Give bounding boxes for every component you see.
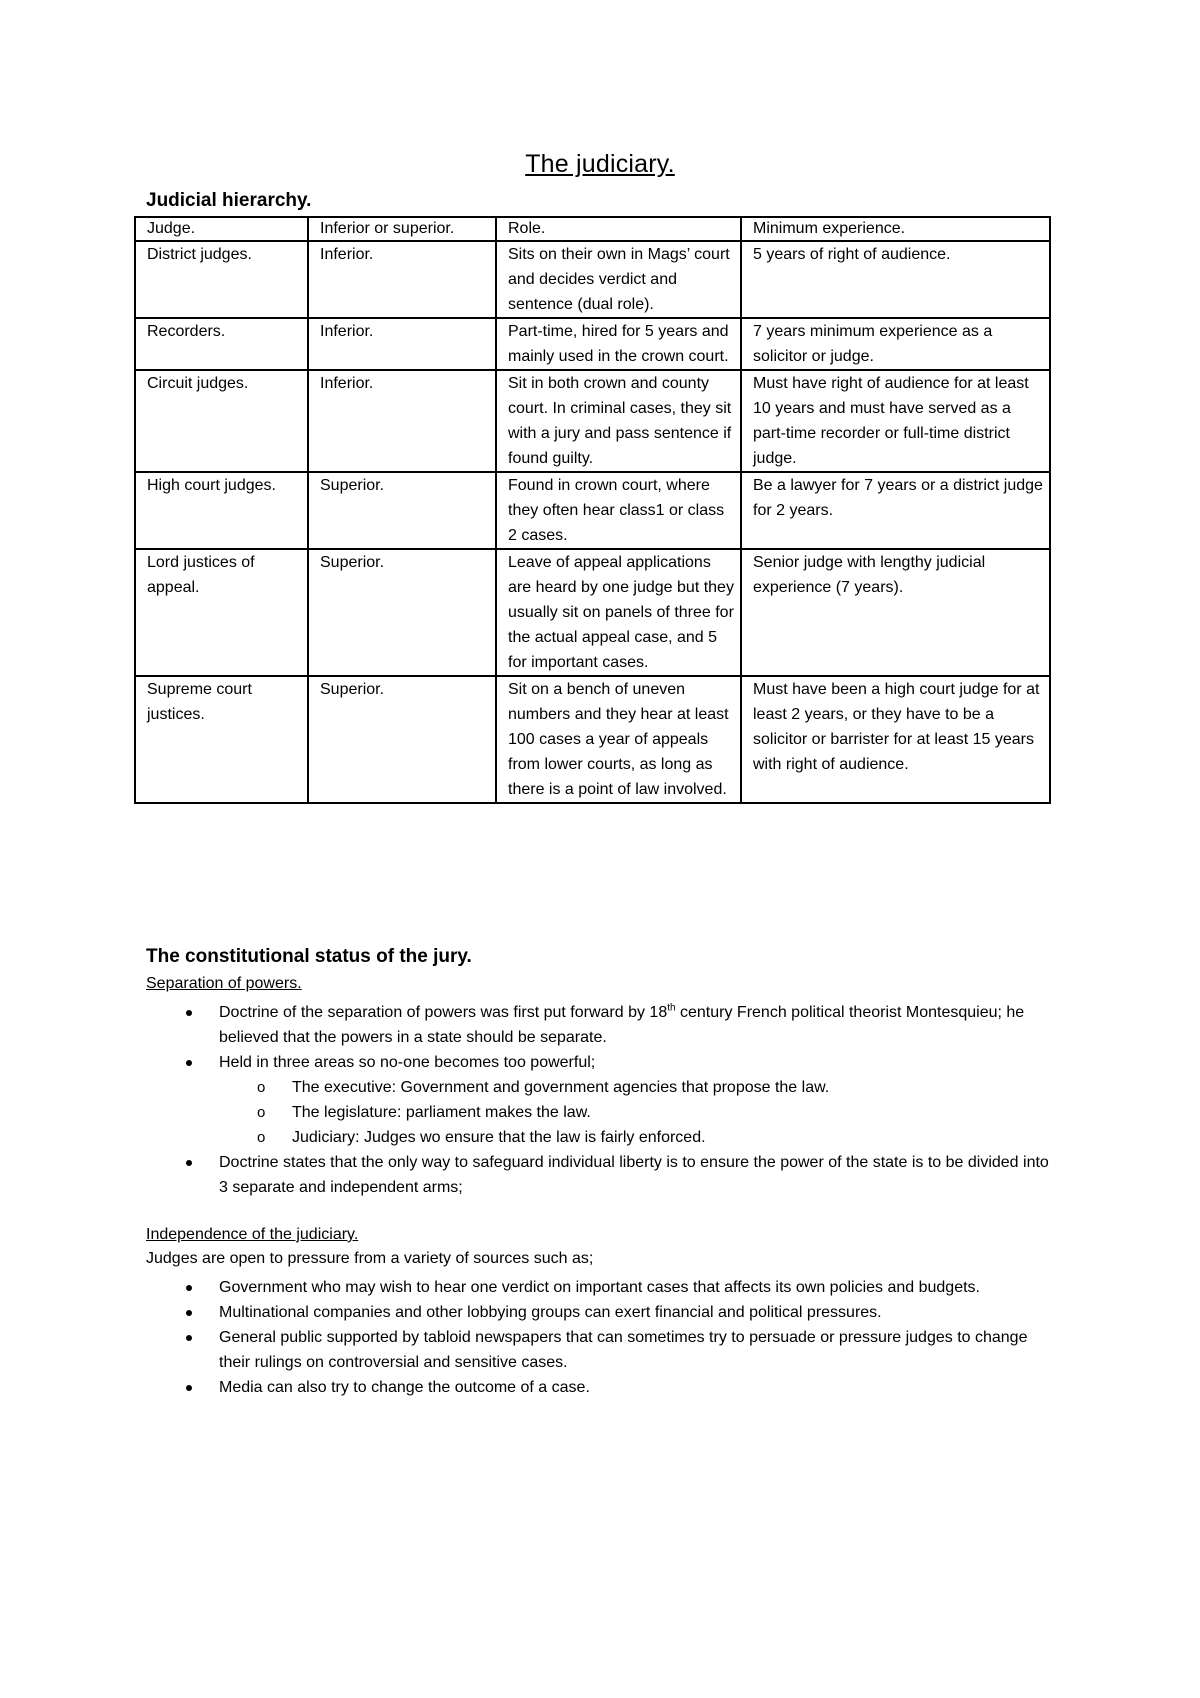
cell-experience: 5 years of right of audience. [741,241,1050,318]
header-judge: Judge. [135,217,308,241]
header-level: Inferior or superior. [308,217,496,241]
sub-list-item [219,1125,1051,1150]
cell-role: Found in crown court, where they often hear class1 or class 2 cases. [496,472,741,549]
sub-point-text: The legislature: parliament makes the law. [292,1104,591,1121]
constitutional-heading: The constitutional status of the jury. [146,946,472,967]
circle-bullet-icon: o [257,1129,266,1146]
document-title: The judiciary. [525,150,675,178]
circle-bullet-icon: o [257,1079,266,1096]
table-row [135,241,1050,318]
point-text: General public supported by tabloid newspapers that can sometimes try to persuade or pressure judges to change their rulings on controversial and sensitive cases. [219,1329,1028,1371]
point-text: Held in three areas so no-one becomes too powerful; [219,1054,596,1071]
cell-judge: Supreme court justices. [135,676,308,803]
separation-of-powers-title: Separation of powers. [146,975,302,992]
table-row [135,676,1050,803]
cell-experience: Must have been a high court judge for at least 2 years, or they have to be a solicitor or barrister for at least 15 years with right of audience. [741,676,1050,803]
superscript-th: th [667,1002,676,1014]
cell-judge: Lord justices of appeal. [135,549,308,676]
header-experience: Minimum experience. [741,217,1050,241]
bullet-dot-icon [186,1010,192,1016]
cell-level: Inferior. [308,370,496,472]
separation-points-list [146,1000,1051,1200]
table-header-row [135,217,1050,241]
bullet-dot-icon [186,1060,192,1066]
cell-level: Superior. [308,676,496,803]
table-row [135,318,1050,370]
bullet-dot-icon [186,1310,192,1316]
table-row [135,549,1050,676]
bullet-dot-icon [186,1160,192,1166]
point-text: Multinational companies and other lobbying groups can exert financial and political pressures. [219,1304,882,1321]
list-item [146,1325,1051,1375]
cell-experience: 7 years minimum experience as a solicitor or judge. [741,318,1050,370]
cell-experience: Must have right of audience for at least 10 years and must have served as a part-time recorder or full-time district judge. [741,370,1050,472]
cell-role: Leave of appeal applications are heard by one judge but they usually sit on panels of three for the actual appeal case, and 5 for important cases. [496,549,741,676]
point-text-part: century French political theorist Montesquieu; he believed that the powers in a state should be separate. [219,1004,1025,1046]
cell-judge: Circuit judges. [135,370,308,472]
list-item [146,1375,1051,1400]
sub-point-text: Judiciary: Judges wo ensure that the law is fairly enforced. [292,1129,706,1146]
pressure-points-list [146,1275,1051,1400]
point-text-part: Doctrine of the separation of powers was first put forward by 18 [219,1004,668,1021]
list-item [146,1275,1051,1300]
cell-role: Sits on their own in Mags’ court and decides verdict and sentence (dual role). [496,241,741,318]
bullet-dot-icon [186,1285,192,1291]
cell-role: Sit on a bench of uneven numbers and they hear at least 100 cases a year of appeals from lower courts, as long as there is a point of law involved. [496,676,741,803]
cell-experience: Be a lawyer for 7 years or a district judge for 2 years. [741,472,1050,549]
cell-role: Part-time, hired for 5 years and mainly used in the crown court. [496,318,741,370]
list-item [146,1050,1051,1150]
cell-level: Superior. [308,549,496,676]
table-row [135,370,1050,472]
header-role: Role. [496,217,741,241]
powers-sublist [219,1075,1051,1150]
pressure-intro: Judges are open to pressure from a variety of sources such as; [146,1250,594,1267]
list-item [146,1000,1051,1050]
cell-judge: Recorders. [135,318,308,370]
point-text: Government who may wish to hear one verdict on important cases that affects its own policies and budgets. [219,1279,980,1296]
cell-experience: Senior judge with lengthy judicial experience (7 years). [741,549,1050,676]
table-row [135,472,1050,549]
cell-judge: High court judges. [135,472,308,549]
independence-title: Independence of the judiciary. [146,1226,359,1243]
point-text: Media can also try to change the outcome of a case. [219,1379,590,1396]
bullet-dot-icon [186,1335,192,1341]
sub-list-item [219,1075,1051,1100]
point-text: Doctrine states that the only way to safeguard individual liberty is to ensure the power of the state is to be divided into 3 separate and independent arms; [219,1154,1049,1196]
circle-bullet-icon: o [257,1104,266,1121]
cell-level: Inferior. [308,318,496,370]
bullet-dot-icon [186,1385,192,1391]
list-item [146,1150,1051,1200]
cell-judge: District judges. [135,241,308,318]
sub-point-text: The executive: Government and government agencies that propose the law. [292,1079,830,1096]
cell-level: Superior. [308,472,496,549]
sub-list-item [219,1100,1051,1125]
hierarchy-heading: Judicial hierarchy. [146,190,312,211]
list-item [146,1300,1051,1325]
cell-role: Sit in both crown and county court. In criminal cases, they sit with a jury and pass sentence if found guilty. [496,370,741,472]
judicial-hierarchy-table [134,216,1051,804]
cell-level: Inferior. [308,241,496,318]
